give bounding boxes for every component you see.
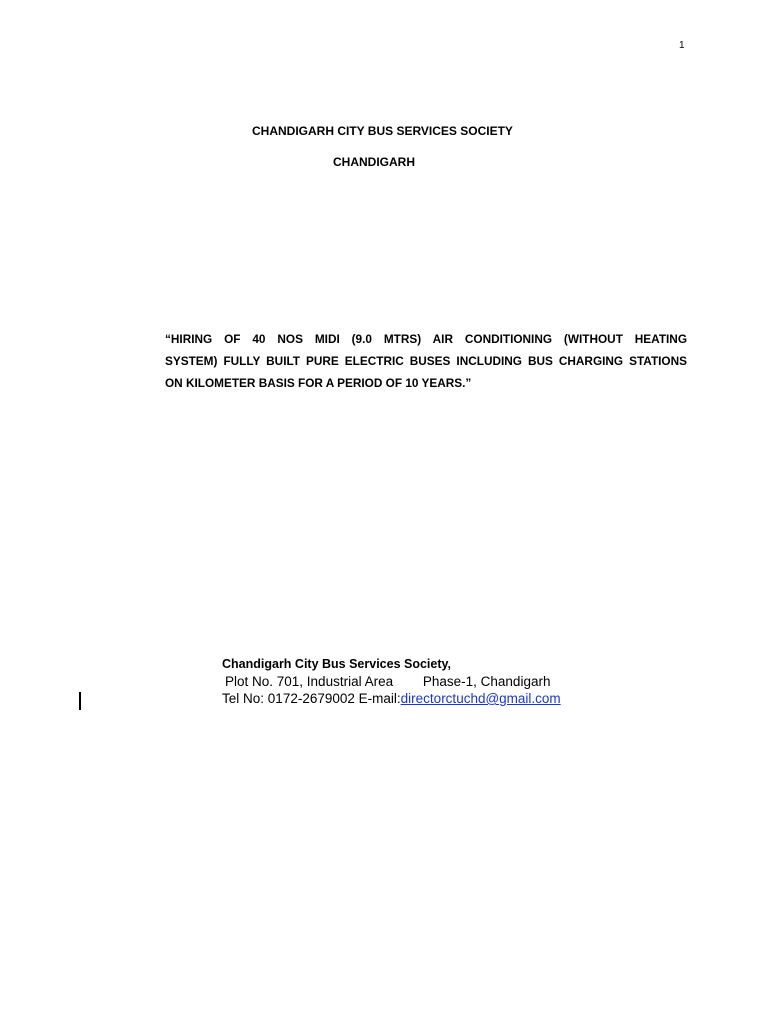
tender-title [165,328,687,394]
email-label: E-mail: [358,691,401,706]
contact-area: Phase-1, Chandigarh [422,674,551,689]
tender-title-line: SYSTEM) FULLY BUILT PURE ELECTRIC BUSES INCLUDING BUS CHARGING STATIONS [165,354,687,368]
city-heading: CHANDIGARH [333,155,415,169]
contact-address-block [222,656,642,707]
contact-plot: Plot No. 701, Industrial Area [225,674,394,689]
contact-phone-email-line [222,690,642,707]
tel-number: 0172-2679002 [267,691,355,706]
page-number: 1 [679,40,685,51]
text-cursor [79,692,81,710]
tender-title-line: ON KILOMETER BASIS FOR A PERIOD OF 10 YEARS.” [165,376,472,390]
organization-heading: CHANDIGARH CITY BUS SERVICES SOCIETY [252,124,513,138]
contact-organization-name: Chandigarh City Bus Services Society, [222,657,452,671]
email-link[interactable]: directorctuchd@gmail.com [400,691,561,706]
contact-address-line [222,673,642,690]
tel-label: Tel No: [222,691,265,706]
tender-title-line: “HIRING OF 40 NOS MIDI (9.0 MTRS) AIR CONDITIONING (WITHOUT HEATING [165,332,687,346]
